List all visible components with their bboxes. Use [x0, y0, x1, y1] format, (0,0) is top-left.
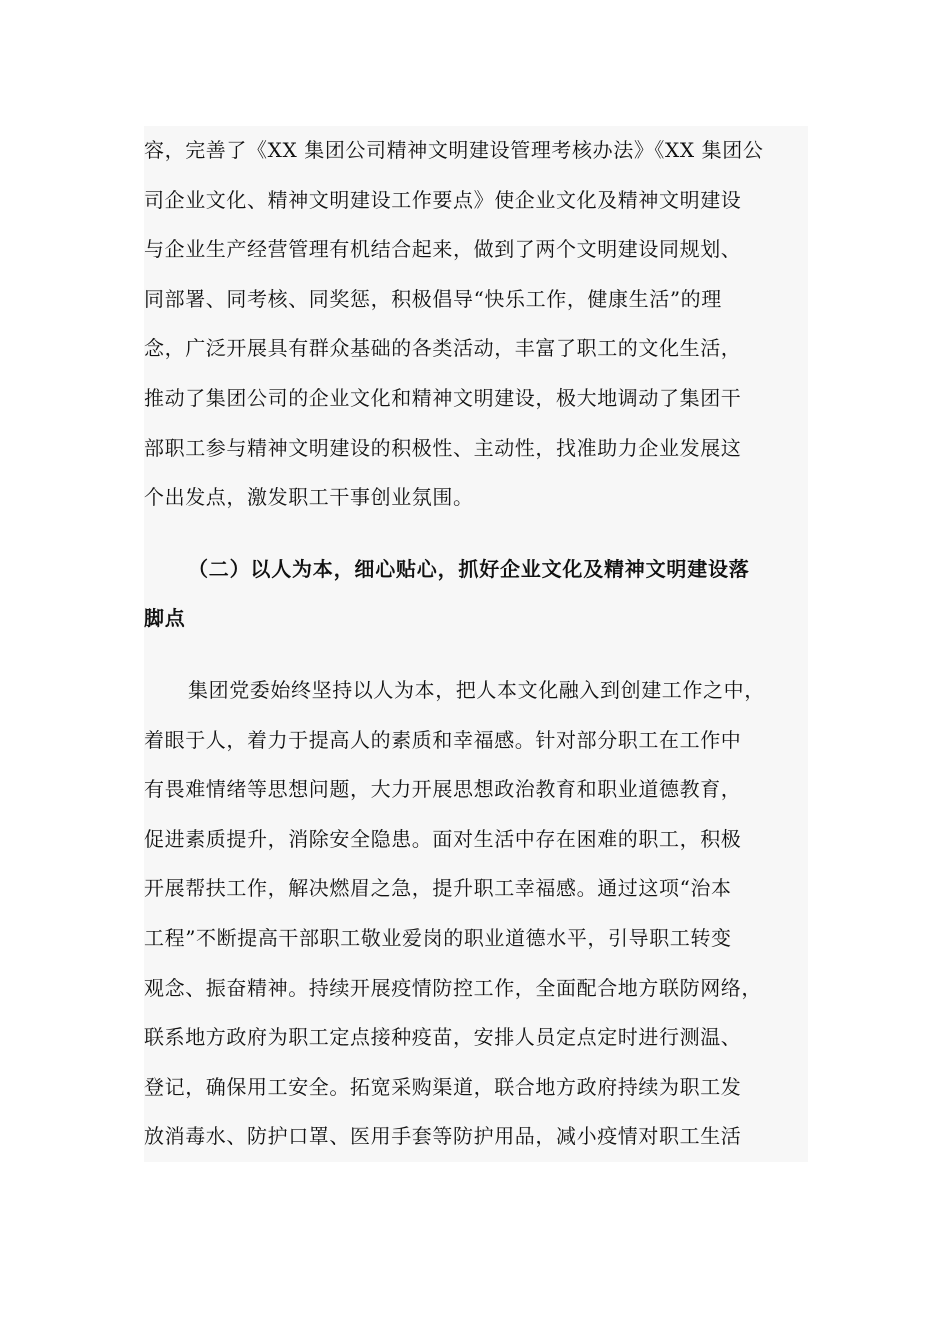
- heading-line: （二）以人为本，细心贴心，抓好企业文化及精神文明建设落: [188, 556, 750, 581]
- paragraph-culture-building: [144, 126, 808, 523]
- paragraph-line: 容，完善了《XX 集团公司精神文明建设管理考核办法》《XX 集团公: [144, 138, 764, 162]
- paragraph-spacer: [144, 523, 808, 545]
- paragraph-line: 工程”不断提高干部职工敬业爱岗的职业道德水平，引导职工转变: [144, 925, 732, 950]
- section-heading: [144, 545, 808, 644]
- paragraph-spacer: [144, 644, 808, 666]
- paragraph-line: 部职工参与精神文明建设的积极性、主动性，找准助力企业发展这: [144, 435, 742, 460]
- paragraph-line: 同部署、同考核、同奖惩，积极倡导“快乐工作，健康生活”的理: [144, 286, 722, 311]
- paragraph-line: 集团党委始终坚持以人为本，把人本文化融入到创建工作之中，: [188, 677, 765, 702]
- paragraph-line: 司企业文化、精神文明建设工作要点》使企业文化及精神文明建设: [144, 187, 742, 212]
- paragraph-line: 促进素质提升，消除安全隐患。面对生活中存在困难的职工，积极: [144, 826, 742, 851]
- paragraph-line: 联系地方政府为职工定点接种疫苗，安排人员定点定时进行测温、: [144, 1025, 742, 1050]
- paragraph-line: 与企业生产经营管理有机结合起来，做到了两个文明建设同规划、: [144, 237, 742, 262]
- paragraph-line: 放消毒水、防护口罩、医用手套等防护用品，减小疫情对职工生活: [144, 1124, 742, 1149]
- paragraph-line: 着眼于人，着力于提高人的素质和幸福感。针对部分职工在工作中: [144, 727, 742, 752]
- paragraph-line: 有畏难情绪等思想问题，大力开展思想政治教育和职业道德教育，: [144, 777, 742, 802]
- paragraph-line: 观念、振奋精神。持续开展疫情防控工作，全面配合地方联防网络，: [144, 975, 762, 1000]
- paragraph-line: 登记，确保用工安全。拓宽采购渠道，联合地方政府持续为职工发: [144, 1074, 742, 1099]
- paragraph-line: 个出发点，激发职工干事创业氛围。: [144, 485, 474, 510]
- paragraph-line: 开展帮扶工作，解决燃眉之急，提升职工幸福感。通过这项“治本: [144, 876, 732, 901]
- document-body: [144, 126, 808, 1162]
- heading-line: 脚点: [144, 606, 186, 631]
- paragraph-people-oriented: [144, 666, 808, 1162]
- paragraph-line: 念，广泛开展具有群众基础的各类活动，丰富了职工的文化生活，: [144, 336, 742, 361]
- paragraph-line: 推动了集团公司的企业文化和精神文明建设，极大地调动了集团干: [144, 385, 742, 410]
